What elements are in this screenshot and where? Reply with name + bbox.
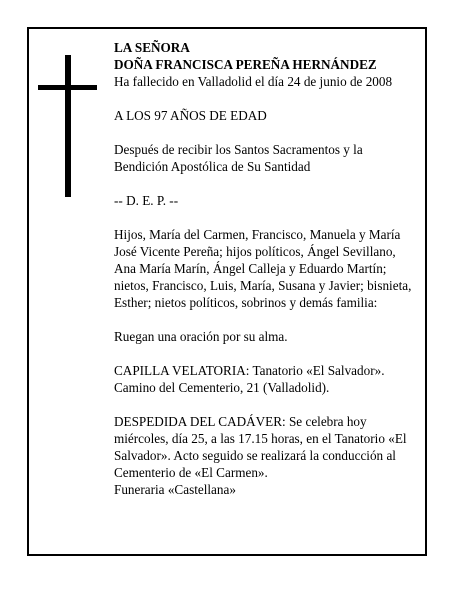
cross-vertical-bar <box>65 55 71 197</box>
cross-horizontal-bar <box>38 85 97 90</box>
obituary-text <box>114 39 414 498</box>
farewell-info: DESPEDIDA DEL CADÁVER: Se celebra hoy miércoles, día 25, a las 17.15 horas, en el Tanatorio «El Salvador». Acto seguido se realizará la conducción al Cementerio de «El Carmen». <box>114 414 407 480</box>
sacraments-statement: Después de recibir los Santos Sacramentos y la Bendición Apostólica de Su Santidad <box>114 142 363 174</box>
prayer-request: Ruegan una oración por su alma. <box>114 329 288 344</box>
death-statement: Ha fallecido en Valladolid el día 24 de junio de 2008 <box>114 74 393 89</box>
title: LA SEÑORA <box>114 40 190 55</box>
funeral-home: Funeraria «Castellana» <box>114 482 236 497</box>
rip-line: -- D. E. P. -- <box>114 193 179 208</box>
age-statement: A LOS 97 AÑOS DE EDAD <box>114 108 267 123</box>
deceased-name: DOÑA FRANCISCA PEREÑA HERNÁNDEZ <box>114 57 377 72</box>
family-list: Hijos, María del Carmen, Francisco, Manuela y María José Vicente Pereña; hijos políticos, Ángel Sevillano, Ana María Marín, Ángel Calleja y Eduardo Martín; nietos, Francisco, Luis, María, Susana y Javier; bisnieta, Esther; nietos políticos, sobrinos y demás familia: <box>114 227 412 310</box>
chapel-info: CAPILLA VELATORIA: Tanatorio «El Salvador». Camino del Cementerio, 21 (Valladolid). <box>114 363 385 395</box>
